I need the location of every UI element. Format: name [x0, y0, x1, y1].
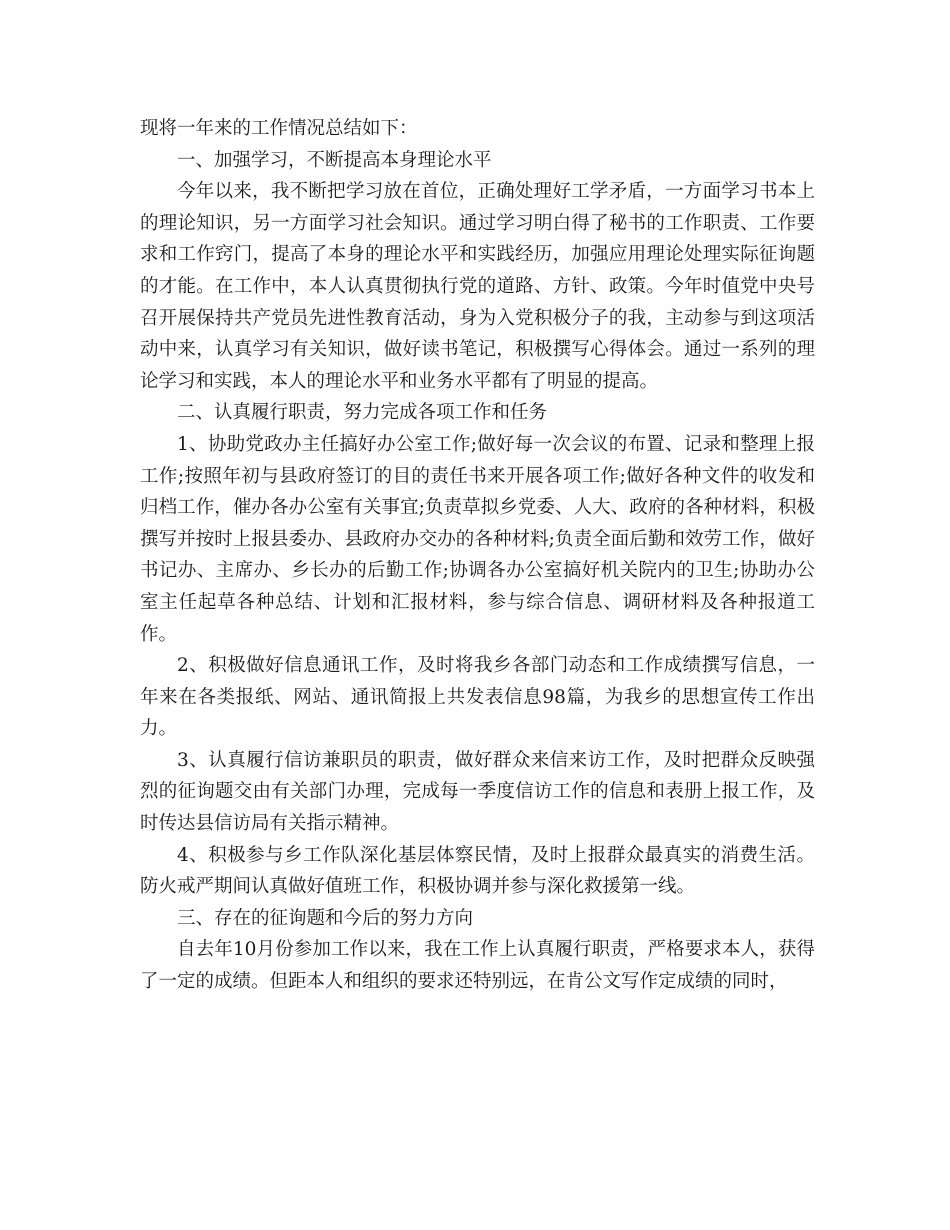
paragraph-closing: 自去年10月份参加工作以来，我在工作上认真履行职责，严格要求本人，获得了一定的成绩。但距本人和组织的要求还特别远，在肯公文写作定成绩的同时，: [140, 939, 815, 993]
paragraph-item-1: 1、协助党政办主任搞好办公室工作;做好每一次会议的布置、记录和整理上报工作;按照年初与县政府签订的目的责任书来开展各项工作;做好各种文件的收发和归档工作，催办各办公室有关事宜;负责草拟乡党委、人大、政府的各种材料，积极撰写并按时上报县委办、县政府办交办的各种材料;负责全面后勤和效劳工作，做好书记办、主席办、乡长办的后勤工作;协调各办公室搞好机关院内的卫生;协助办公室主任起草各种总结、计划和汇报材料，参与综合信息、调研材料及各种报道工作。: [140, 433, 815, 645]
section-heading-1: 一、加强学习，不断提高本身理论水平: [177, 149, 492, 171]
paragraph-item-2: 2、积极做好信息通讯工作，及时将我乡各部门动态和工作成绩撰写信息，一年来在各类报纸、网站、通讯简报上共发表信息98篇，为我乡的思想宣传工作出力。: [140, 655, 815, 740]
paragraph-study: 今年以来，我不断把学习放在首位，正确处理好工学矛盾，一方面学习书本上的理论知识，另一方面学习社会知识。通过学习明白得了秘书的工作职责、工作要求和工作窍门，提高了本身的理论水平和实践经历，加强应用理论处理实际征询题的才能。在工作中，本人认真贯彻执行党的道路、方针、政策。今年时值党中央号召开展保持共产党员先进性教育活动，身为入党积极分子的我，主动参与到这项活动中来，认真学习有关知识，做好读书笔记，积极撰写心得体会。通过一系列的理论学习和实践，本人的理论水平和业务水平都有了明显的提高。: [140, 181, 815, 392]
intro-line: 现将一年来的工作情况总结如下：: [140, 118, 418, 139]
paragraph-item-3: 3、认真履行信访兼职员的职责，做好群众来信来访工作，及时把群众反映强烈的征询题交由有关部门办理，完成每一季度信访工作的信息和表册上报工作，及时传达县信访局有关指示精神。: [140, 749, 815, 835]
paragraph-item-4: 4、积极参与乡工作队深化基层体察民情，及时上报群众最真实的消费生活。防火戒严期间认真做好值班工作，积极协调并参与深化救援第一线。: [140, 844, 815, 898]
section-heading-2: 二、认真履行职责，努力完成各项工作和任务: [177, 402, 548, 424]
document-body: [140, 113, 815, 998]
section-heading-3: 三、存在的征询题和今后的努力方向: [177, 907, 474, 929]
